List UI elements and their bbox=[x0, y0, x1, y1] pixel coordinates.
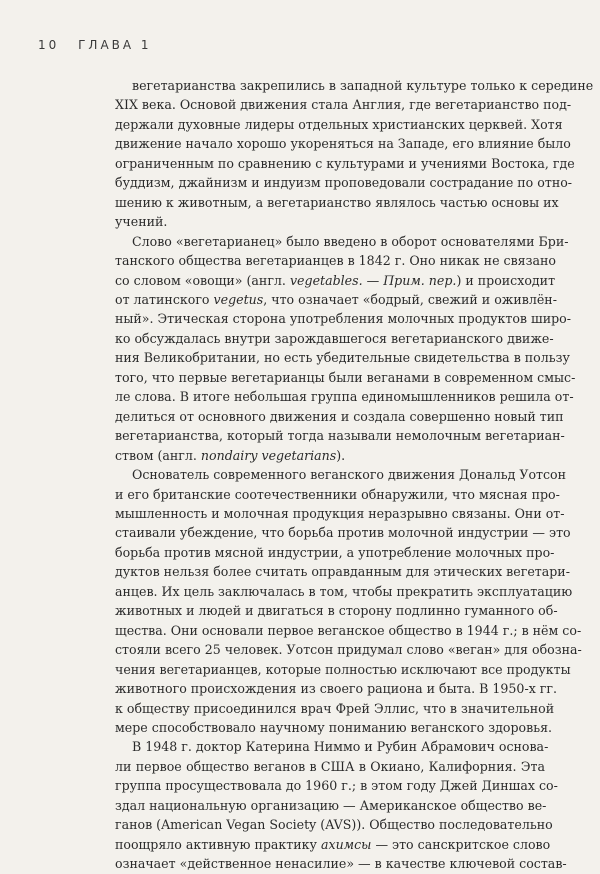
paragraph bbox=[115, 737, 567, 873]
text-line bbox=[115, 232, 569, 251]
text-line bbox=[115, 737, 549, 756]
text-line bbox=[115, 796, 545, 815]
text-line bbox=[115, 173, 573, 192]
text-run: вегетарианства закрепились в западной культуре только к середине bbox=[132, 78, 594, 93]
text-run: ли первое общество веганов в США в Окиано, Калифорния. Эта bbox=[115, 758, 545, 774]
text-line bbox=[115, 309, 571, 328]
text-line bbox=[115, 757, 545, 776]
chapter-title: ГЛАВА 1 bbox=[78, 38, 152, 52]
text-run: означает «действенное ненасилие» — в качестве ключевой состав- bbox=[115, 856, 567, 872]
text-line bbox=[115, 387, 574, 406]
running-header bbox=[38, 38, 152, 52]
text-run: Слово «вегетарианец» было введено в оборот основателями Бри- bbox=[132, 233, 569, 249]
page-number: 10 bbox=[38, 38, 60, 52]
text-line bbox=[115, 76, 594, 95]
italic-text: vegetus bbox=[213, 291, 264, 307]
text-run: группа просуществовала до 1960 г.; в этом году Джей Диншах со- bbox=[115, 778, 558, 794]
text-line bbox=[115, 95, 572, 114]
text-run: чения вегетарианцев, которые полностью исключают все продукты bbox=[115, 661, 571, 677]
italic-text: nondairy vegetarians bbox=[200, 447, 337, 463]
paragraph bbox=[115, 232, 576, 465]
text-run: от латинского bbox=[115, 291, 214, 307]
text-line bbox=[115, 485, 560, 504]
text-run: анцев. Их цель заключалась в том, чтобы прекратить эксплуатацию bbox=[115, 583, 573, 599]
text-run: ный». Этическая сторона употребления молочных продуктов широ- bbox=[115, 311, 571, 327]
text-line bbox=[115, 582, 573, 601]
body-text bbox=[115, 76, 594, 874]
text-line bbox=[115, 679, 558, 698]
text-run: щества. Они основали первое веганское общество в 1944 г.; в нём со- bbox=[115, 622, 582, 638]
text-run: дуктов нельзя более считать оправданным для этических вегетари- bbox=[115, 564, 570, 580]
text-line bbox=[115, 329, 554, 348]
text-run: животного происхождения из своего рациона и быта. В 1950-х гг. bbox=[115, 681, 558, 697]
text-run: ганов (American Vegan Society (AVS)). Общество последовательно bbox=[115, 817, 553, 833]
text-run: мере способствовало научному пониманию веганского здоровья. bbox=[115, 719, 553, 735]
text-line bbox=[115, 368, 576, 387]
text-run: ограниченным по сравнению с культурами и учениями Востока, где bbox=[115, 155, 575, 171]
text-run: к обществу присоединился врач Фрей Эллис, что в значительной bbox=[115, 700, 555, 716]
text-run: XIX века. Основой движения стала Англия, где вегетарианство под- bbox=[115, 97, 572, 113]
text-line bbox=[115, 621, 582, 640]
text-run: шению к животным, а вегетарианство являлось частью основы их bbox=[115, 194, 559, 210]
text-run: , что означает «бодрый, свежий и оживлён- bbox=[263, 291, 557, 307]
text-line bbox=[115, 523, 571, 542]
text-run: Основатель современного веганского движения Дональд Уотсон bbox=[132, 467, 567, 483]
text-run: ния Великобритании, но есть убедительные свидетельства в пользу bbox=[115, 350, 570, 366]
text-line bbox=[115, 601, 558, 620]
text-line bbox=[115, 271, 556, 290]
text-line bbox=[115, 504, 565, 523]
italic-text: vegetables. — Прим. пер. bbox=[289, 272, 457, 288]
text-line bbox=[115, 776, 558, 795]
text-run: здал национальную организацию — Американское общество ве- bbox=[115, 797, 547, 813]
text-line bbox=[115, 854, 567, 873]
text-run: движение начало хорошо укореняться на Западе, его влияние было bbox=[115, 136, 571, 152]
text-line bbox=[115, 446, 545, 465]
text-line bbox=[115, 193, 559, 212]
text-run: держали духовные лидеры отдельных христианских церквей. Хотя bbox=[115, 116, 563, 132]
text-run: ). bbox=[336, 447, 346, 463]
text-run: вегетарианства, который тогда называли немолочным вегетариан- bbox=[115, 428, 565, 444]
text-run: буддизм, джайнизм и индуизм проповедовали сострадание по отно- bbox=[115, 175, 573, 191]
text-run: поощряло активную практику bbox=[115, 836, 321, 852]
text-run: учений. bbox=[115, 214, 168, 230]
text-run: животных и людей и двигаться в сторону подлинно гуманного об- bbox=[115, 603, 558, 619]
text-run: ) и происходит bbox=[456, 272, 556, 288]
text-run: ством (англ. bbox=[115, 447, 201, 463]
text-line bbox=[115, 290, 557, 309]
text-run: мышленность и молочная продукция неразрывно связаны. Они от- bbox=[115, 505, 565, 521]
text-line bbox=[115, 640, 582, 659]
text-run: борьба против мясной индустрии, а употребление молочных про- bbox=[115, 544, 555, 560]
text-line bbox=[115, 660, 571, 679]
paragraph bbox=[115, 76, 594, 232]
text-run: и его британские соотечественники обнаружили, что мясная про- bbox=[115, 486, 560, 502]
text-line bbox=[115, 426, 565, 445]
text-run: танского общества вегетарианцев в 1842 г. Оно никак не связано bbox=[115, 253, 556, 269]
text-run: со словом «овощи» (англ. bbox=[115, 272, 290, 288]
text-line bbox=[115, 562, 570, 581]
text-line bbox=[115, 115, 563, 134]
text-line bbox=[115, 543, 555, 562]
text-line bbox=[115, 134, 571, 153]
text-line bbox=[115, 407, 564, 426]
text-run: того, что первые вегетарианцы были веганами в современном смыс- bbox=[115, 369, 576, 385]
text-line bbox=[115, 251, 556, 270]
text-run: ко обсуждалась внутри зарождавшегося вегетарианского движе- bbox=[115, 330, 554, 346]
text-run: В 1948 г. доктор Катерина Ниммо и Рубин Абрамович основа- bbox=[132, 739, 549, 755]
text-run: ле слова. В итоге небольшая группа единомышленников решила от- bbox=[115, 389, 574, 405]
text-run: — это санскритское слово bbox=[371, 836, 551, 852]
text-run: стояли всего 25 человек. Уотсон придумал слово «веган» для обозна- bbox=[115, 642, 582, 658]
text-line bbox=[115, 835, 551, 854]
text-line bbox=[115, 212, 545, 231]
text-line bbox=[115, 465, 567, 484]
text-line bbox=[115, 699, 555, 718]
text-line bbox=[115, 718, 553, 737]
text-run: стаивали убеждение, что борьба против молочной индустрии — это bbox=[115, 525, 571, 541]
text-line bbox=[115, 154, 575, 173]
text-line bbox=[115, 815, 553, 834]
paragraph bbox=[115, 465, 582, 737]
text-run: делиться от основного движения и создала совершенно новый тип bbox=[115, 408, 564, 424]
text-line bbox=[115, 348, 570, 367]
italic-text: ахимсы bbox=[320, 836, 372, 852]
